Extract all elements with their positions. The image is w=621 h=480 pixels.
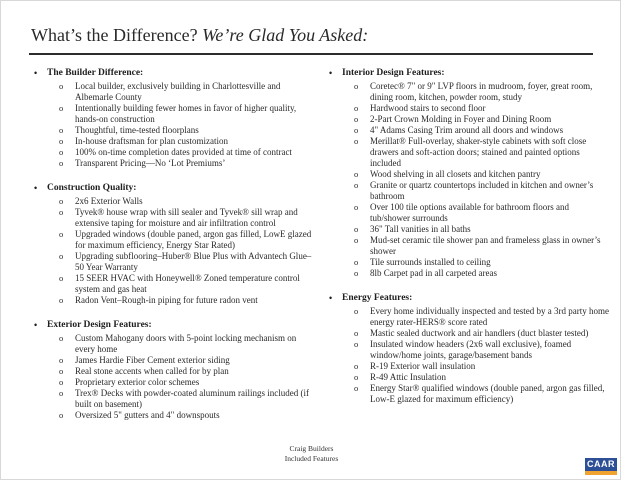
- list-item-text: In-house draftsman for plan customization: [75, 136, 228, 146]
- list-item: [352, 180, 611, 202]
- list-item: [57, 273, 316, 295]
- sub-bullet-icon: o: [354, 372, 359, 382]
- caar-logo-bar: [585, 471, 617, 475]
- bullet-icon: •: [34, 320, 38, 330]
- list-item-text: Energy Star® qualified windows (double paned, argon gas filled, Low-E glazed for maximum efficiency): [370, 383, 605, 404]
- list-item: [352, 339, 611, 361]
- list-item: [57, 147, 316, 158]
- list-item: [352, 224, 611, 235]
- footer: [1, 444, 621, 464]
- list-item-text: Tyvek® house wrap with sill sealer and Tyvek® sill wrap and extensive taping for moisture and air infiltration control: [75, 207, 298, 228]
- sub-bullet-icon: o: [59, 388, 64, 398]
- sub-bullet-icon: o: [59, 273, 64, 283]
- list-item-text: James Hardie Fiber Cement exterior siding: [75, 355, 230, 365]
- list-item: [57, 125, 316, 136]
- list-item: [57, 377, 316, 388]
- sub-bullet-icon: o: [354, 180, 359, 190]
- feature-section: [31, 67, 316, 169]
- sub-bullet-icon: o: [59, 196, 64, 206]
- feature-section: [31, 182, 316, 306]
- list-item: [57, 229, 316, 251]
- sub-bullet-icon: o: [59, 158, 64, 168]
- sub-bullet-icon: o: [59, 355, 64, 365]
- list-item-text: Oversized 5" gutters and 4" downspouts: [75, 410, 220, 420]
- list-item-text: Upgraded windows (double paned, argon gas filled, LowE glazed for maximum efficiency, Energy Star Rated): [75, 229, 312, 250]
- sub-bullet-icon: o: [354, 383, 359, 393]
- list-item-text: 2x6 Exterior Walls: [75, 196, 143, 206]
- sub-bullet-icon: o: [354, 103, 359, 113]
- sub-bullet-icon: o: [59, 81, 64, 91]
- list-item: [352, 383, 611, 405]
- footer-subtitle: Included Features: [284, 454, 339, 463]
- list-item-text: Merillat® Full-overlay, shaker-style cabinets with soft close drawers and soft-action doors; stained and painted options included: [370, 136, 587, 168]
- list-item: [352, 235, 611, 257]
- list-item-text: Real stone accents when called for by plan: [75, 366, 229, 376]
- list-item-text: Transparent Pricing—No ‘Lot Premiums’: [75, 158, 226, 168]
- section-heading: [31, 67, 316, 79]
- sub-bullet-icon: o: [59, 377, 64, 387]
- section-heading: [326, 67, 611, 79]
- list-item: [352, 114, 611, 125]
- list-item: [57, 333, 316, 355]
- caar-logo-text: CAAR: [587, 459, 615, 469]
- sub-bullet-icon: o: [354, 306, 359, 316]
- list-item: [352, 372, 611, 383]
- sub-bullet-icon: o: [354, 339, 359, 349]
- sub-bullet-icon: o: [59, 333, 64, 343]
- list-item: [352, 81, 611, 103]
- sub-bullet-icon: o: [354, 81, 359, 91]
- list-item: [352, 125, 611, 136]
- bullet-icon: •: [329, 293, 333, 303]
- sub-bullet-icon: o: [59, 251, 64, 261]
- sub-bullet-icon: o: [354, 268, 359, 278]
- page-title-regular: What’s the Difference?: [31, 25, 203, 45]
- left-column: [31, 67, 316, 434]
- sub-bullet-icon: o: [354, 136, 359, 146]
- sub-bullet-icon: o: [59, 147, 64, 157]
- list-item: [352, 328, 611, 339]
- list-item: [352, 306, 611, 328]
- list-item: [352, 202, 611, 224]
- title-underline: [29, 53, 593, 55]
- bullet-icon: •: [329, 68, 333, 78]
- list-item: [352, 103, 611, 114]
- list-item-text: Upgrading subflooring–Huber® Blue Plus with Advantech Glue–50 Year Warranty: [75, 251, 312, 272]
- list-item-text: 36" Tall vanities in all baths: [370, 224, 471, 234]
- list-item: [57, 355, 316, 366]
- sub-bullet-icon: o: [354, 125, 359, 135]
- bullet-icon: •: [34, 68, 38, 78]
- list-item-text: Intentionally building fewer homes in favor of higher quality, hands-on construction: [75, 103, 297, 124]
- list-item: [352, 169, 611, 180]
- right-column: [326, 67, 611, 434]
- list-item: [352, 257, 611, 268]
- list-item: [57, 251, 316, 273]
- page-title: [31, 25, 368, 46]
- list-item-text: Mud-set ceramic tile shower pan and frameless glass in owner’s shower: [370, 235, 601, 256]
- section-heading-label: Interior Design Features:: [342, 68, 445, 78]
- sub-bullet-icon: o: [59, 366, 64, 376]
- list-item-text: Every home individually inspected and tested by a 3rd party home energy rater-HERS® score rated: [370, 306, 609, 327]
- section-heading-label: The Builder Difference:: [47, 68, 144, 78]
- list-item-text: R-49 Attic Insulation: [370, 372, 446, 382]
- list-item: [57, 388, 316, 410]
- feature-section: [326, 292, 611, 405]
- list-item-text: Radon Vent–Rough-in piping for future radon vent: [75, 295, 258, 305]
- list-item-text: Thoughtful, time-tested floorplans: [75, 125, 199, 135]
- section-heading-label: Energy Features:: [342, 293, 413, 303]
- list-item-text: 8lb Carpet pad in all carpeted areas: [370, 268, 497, 278]
- sub-bullet-icon: o: [354, 202, 359, 212]
- sub-bullet-icon: o: [354, 257, 359, 267]
- list-item: [352, 361, 611, 372]
- list-item-text: Local builder, exclusively building in Charlottesville and Albemarle County: [75, 81, 281, 102]
- sub-bullet-icon: o: [59, 229, 64, 239]
- list-item-text: 100% on-time completion dates provided at time of contract: [75, 147, 292, 157]
- list-item: [57, 196, 316, 207]
- list-item: [57, 410, 316, 421]
- section-heading: [31, 319, 316, 331]
- section-heading-label: Construction Quality:: [47, 183, 137, 193]
- list-item-text: Custom Mahogany doors with 5-point locking mechanism on every home: [75, 333, 297, 354]
- sub-bullet-icon: o: [59, 295, 64, 305]
- list-item-text: Wood shelving in all closets and kitchen pantry: [370, 169, 541, 179]
- sub-bullet-icon: o: [354, 169, 359, 179]
- list-item-text: 4" Adams Casing Trim around all doors and windows: [370, 125, 564, 135]
- list-item-text: 15 SEER HVAC with Honeywell® Zoned temperature control system and gas heat: [75, 273, 300, 294]
- list-item-text: Hardwood stairs to second floor: [370, 103, 486, 113]
- list-item-text: Mastic sealed ductwork and air handlers (duct blaster tested): [370, 328, 589, 338]
- list-item: [57, 81, 316, 103]
- list-item-text: Tile surrounds installed to ceiling: [370, 257, 491, 267]
- list-item: [57, 136, 316, 147]
- sub-bullet-icon: o: [59, 410, 64, 420]
- list-item: [57, 207, 316, 229]
- list-item: [57, 366, 316, 377]
- list-item: [57, 103, 316, 125]
- sub-bullet-icon: o: [354, 361, 359, 371]
- list-item: [57, 295, 316, 306]
- bullet-icon: •: [34, 183, 38, 193]
- sub-bullet-icon: o: [354, 224, 359, 234]
- sub-bullet-icon: o: [59, 207, 64, 217]
- footer-company: Craig Builders: [289, 444, 334, 453]
- list-item: [57, 158, 316, 169]
- section-heading: [31, 182, 316, 194]
- feature-section: [326, 67, 611, 279]
- caar-logo: [585, 458, 617, 475]
- list-item-text: Over 100 tile options available for bathroom floors and tub/shower surrounds: [370, 202, 569, 223]
- section-heading-label: Exterior Design Features:: [47, 320, 152, 330]
- list-item-text: Coretec® 7" or 9" LVP floors in mudroom, foyer, great room, dining room, kitchen, powder room, study: [370, 81, 593, 102]
- list-item-text: Trex® Decks with powder-coated aluminum railings included (if built on basement): [75, 388, 310, 409]
- feature-section: [31, 319, 316, 421]
- sub-bullet-icon: o: [59, 136, 64, 146]
- list-item: [352, 136, 611, 169]
- list-item-text: Insulated window headers (2x6 wall exclusive), foamed window/home joints, garage/basement bands: [370, 339, 572, 360]
- sub-bullet-icon: o: [354, 328, 359, 338]
- content-columns: [31, 67, 611, 434]
- section-heading: [326, 292, 611, 304]
- list-item-text: 2-Part Crown Molding in Foyer and Dining Room: [370, 114, 552, 124]
- sub-bullet-icon: o: [59, 103, 64, 113]
- list-item-text: Proprietary exterior color schemes: [75, 377, 200, 387]
- list-item-text: Granite or quartz countertops included in kitchen and owner’s bathroom: [370, 180, 594, 201]
- sub-bullet-icon: o: [59, 125, 64, 135]
- list-item-text: R-19 Exterior wall insulation: [370, 361, 476, 371]
- list-item: [352, 268, 611, 279]
- sub-bullet-icon: o: [354, 114, 359, 124]
- sub-bullet-icon: o: [354, 235, 359, 245]
- page-title-italic: We’re Glad You Asked:: [202, 25, 369, 45]
